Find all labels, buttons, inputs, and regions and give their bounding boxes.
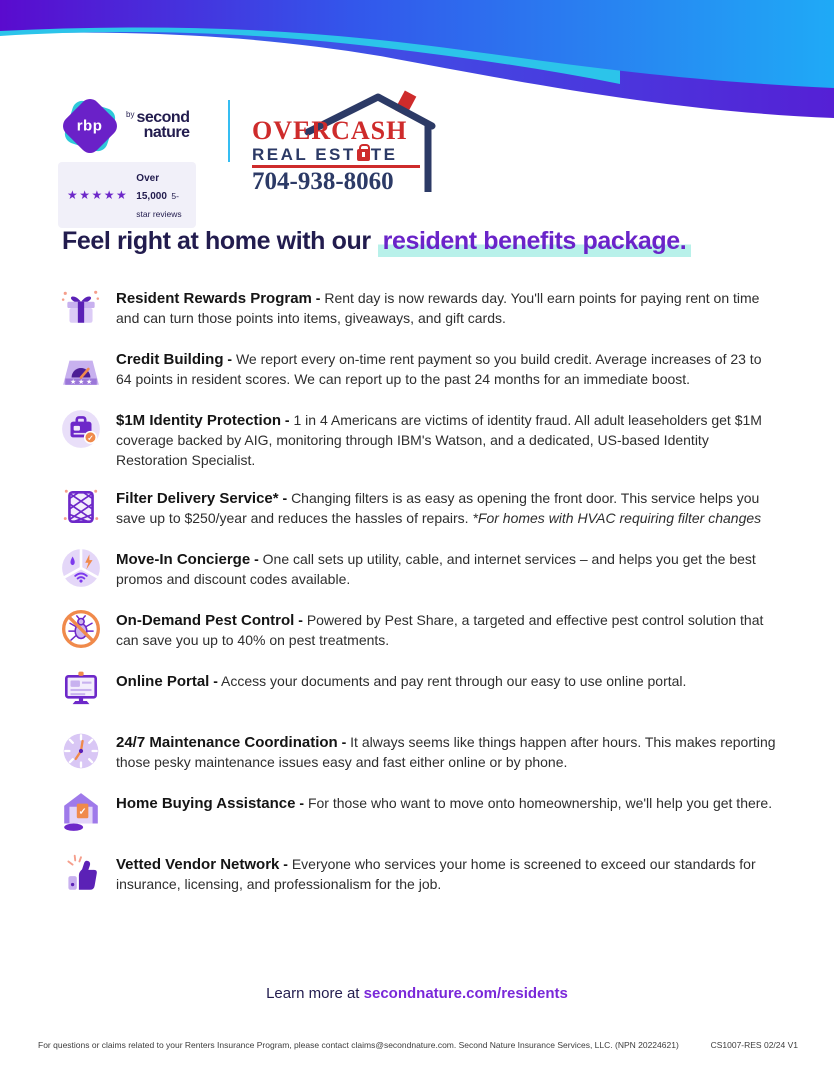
real-estate-left: REAL EST — [252, 145, 356, 164]
benefit-description: One call sets up utility, cable, and internet services – and helps you get the best promos and discount codes available. — [116, 551, 756, 588]
reviews-count: Over 15,000 — [136, 173, 167, 202]
online-portal-icon — [60, 669, 102, 711]
benefit-separator: - — [282, 490, 288, 507]
benefit-item — [60, 408, 780, 470]
benefit-separator: - — [299, 795, 305, 812]
id-protection-icon — [60, 408, 102, 450]
benefit-title: Move-In Concierge — [116, 551, 251, 569]
fine-print-left: For questions or claims related to your Renters Insurance Program, please contact claims@secondnature.com. Second Nature Insurance Services, LLC. (NPN 20224621) — [38, 1040, 679, 1050]
benefit-separator: - — [341, 734, 347, 751]
air-filter-icon — [60, 486, 102, 528]
reviews-badge — [58, 162, 196, 228]
pest-control-icon — [60, 608, 102, 650]
benefit-title: Resident Rewards Program — [116, 290, 312, 307]
wave-layer-main — [0, 0, 834, 88]
fine-print-right: CS1007-RES 02/24 V1 — [710, 1040, 798, 1050]
page-title — [62, 227, 691, 256]
padlock-icon — [357, 149, 370, 161]
benefit-separator: - — [254, 551, 259, 568]
rbp-diamond-purple — [59, 95, 121, 157]
benefit-item — [60, 669, 780, 714]
benefit-title: Online Portal — [116, 673, 210, 691]
benefit-description: Everyone who services your home is screened to exceed our standards for insurance, licensing, and professionalism for the job. — [116, 856, 756, 893]
reviews-label: 5-star reviews — [136, 191, 182, 219]
overcash-name: OVERCASH — [252, 116, 408, 145]
benefit-description: It always seems like things happen after hours. This makes reporting those pesky maintenance issues easy and fast either online or by phone. — [116, 734, 776, 771]
rbp-logo — [58, 94, 122, 158]
clock-icon — [60, 730, 102, 772]
benefit-item — [60, 852, 780, 897]
benefit-title: Vetted Vendor Network — [116, 856, 280, 874]
benefit-title: 24/7 Maintenance Coordination — [116, 734, 338, 752]
benefit-title: Home Buying Assistance — [116, 795, 296, 813]
benefit-item — [60, 791, 780, 836]
benefit-item — [60, 547, 780, 592]
learn-more-link[interactable]: secondnature.com/residents — [363, 985, 568, 1002]
benefit-item — [60, 286, 780, 331]
learn-more-line — [0, 985, 834, 1002]
utilities-icon — [60, 547, 102, 589]
benefit-description: For those who want to move onto homeownership, we'll help you get there. — [307, 795, 773, 812]
benefit-item — [60, 608, 780, 653]
by-label: by — [126, 110, 135, 120]
benefit-description: We report every on-time rent payment so you build credit. Average increases of 23 to 64 points in resident scores. We can report up to the past 24 months for an immediate boost. — [116, 351, 762, 387]
thumbs-up-icon — [60, 852, 102, 894]
brand-word-bottom: nature — [143, 124, 190, 141]
benefit-note: *For homes with HVAC requiring filter changes — [472, 510, 762, 527]
benefits-list — [60, 286, 780, 913]
headline-prefix: Feel right at home with our — [62, 227, 371, 255]
logo-row — [58, 94, 434, 228]
rbp-brand-block — [58, 94, 206, 228]
learn-more-prefix: Learn more at — [266, 985, 360, 1002]
benefit-separator: - — [298, 612, 303, 629]
headline-highlight: resident benefits package. — [378, 227, 692, 257]
rbp-logo-text: rbp — [77, 117, 103, 135]
benefit-title: Filter Delivery Service* — [116, 490, 279, 508]
overcash-phone: 704-938-8060 — [252, 168, 394, 195]
benefit-title: On-Demand Pest Control — [116, 612, 295, 630]
benefit-description: 1 in 4 Americans are victims of identity fraud. All adult leaseholders get $1M coverage backed by AIG, monitoring through IBM's Watson, and a dedicated, US-based Identity Restoration Specialist. — [116, 412, 762, 468]
brand-word-top: second — [136, 109, 190, 127]
benefit-item — [60, 730, 780, 775]
overcash-logo — [252, 94, 434, 194]
logo-divider — [228, 100, 230, 162]
gift-icon — [60, 286, 102, 328]
benefit-description: Access your documents and pay rent through our easy to use online portal. — [221, 673, 687, 690]
benefit-separator: - — [227, 351, 233, 367]
real-estate-right: TE — [370, 145, 398, 164]
benefit-title: Credit Building — [116, 351, 224, 368]
fine-print — [38, 1040, 798, 1050]
benefit-description: Changing filters is as easy as opening the front door. This service helps you save up to $250/year and reduces the hassles of repairs. — [116, 490, 760, 527]
benefit-item — [60, 486, 780, 531]
by-second-nature — [126, 111, 189, 140]
benefit-item — [60, 347, 780, 392]
credit-gauge-icon — [60, 347, 102, 389]
benefit-separator: - — [283, 856, 288, 873]
benefit-separator: - — [213, 673, 218, 690]
benefit-title: $1M Identity Protection — [116, 412, 282, 429]
benefit-separator: - — [284, 412, 290, 428]
five-stars-icon: ★★★★★ — [67, 188, 129, 202]
benefit-description: Powered by Pest Share, a targeted and effective pest control solution that can save you up to 40% on pest treatments. — [116, 612, 764, 649]
home-buying-icon — [60, 791, 102, 833]
benefit-description: Rent day is now rewards day. You'll earn points for paying rent on time and can turn those points into items, giveaways, and gift cards. — [116, 290, 760, 326]
benefit-separator: - — [315, 290, 321, 306]
overcash-subtitle — [252, 145, 398, 165]
